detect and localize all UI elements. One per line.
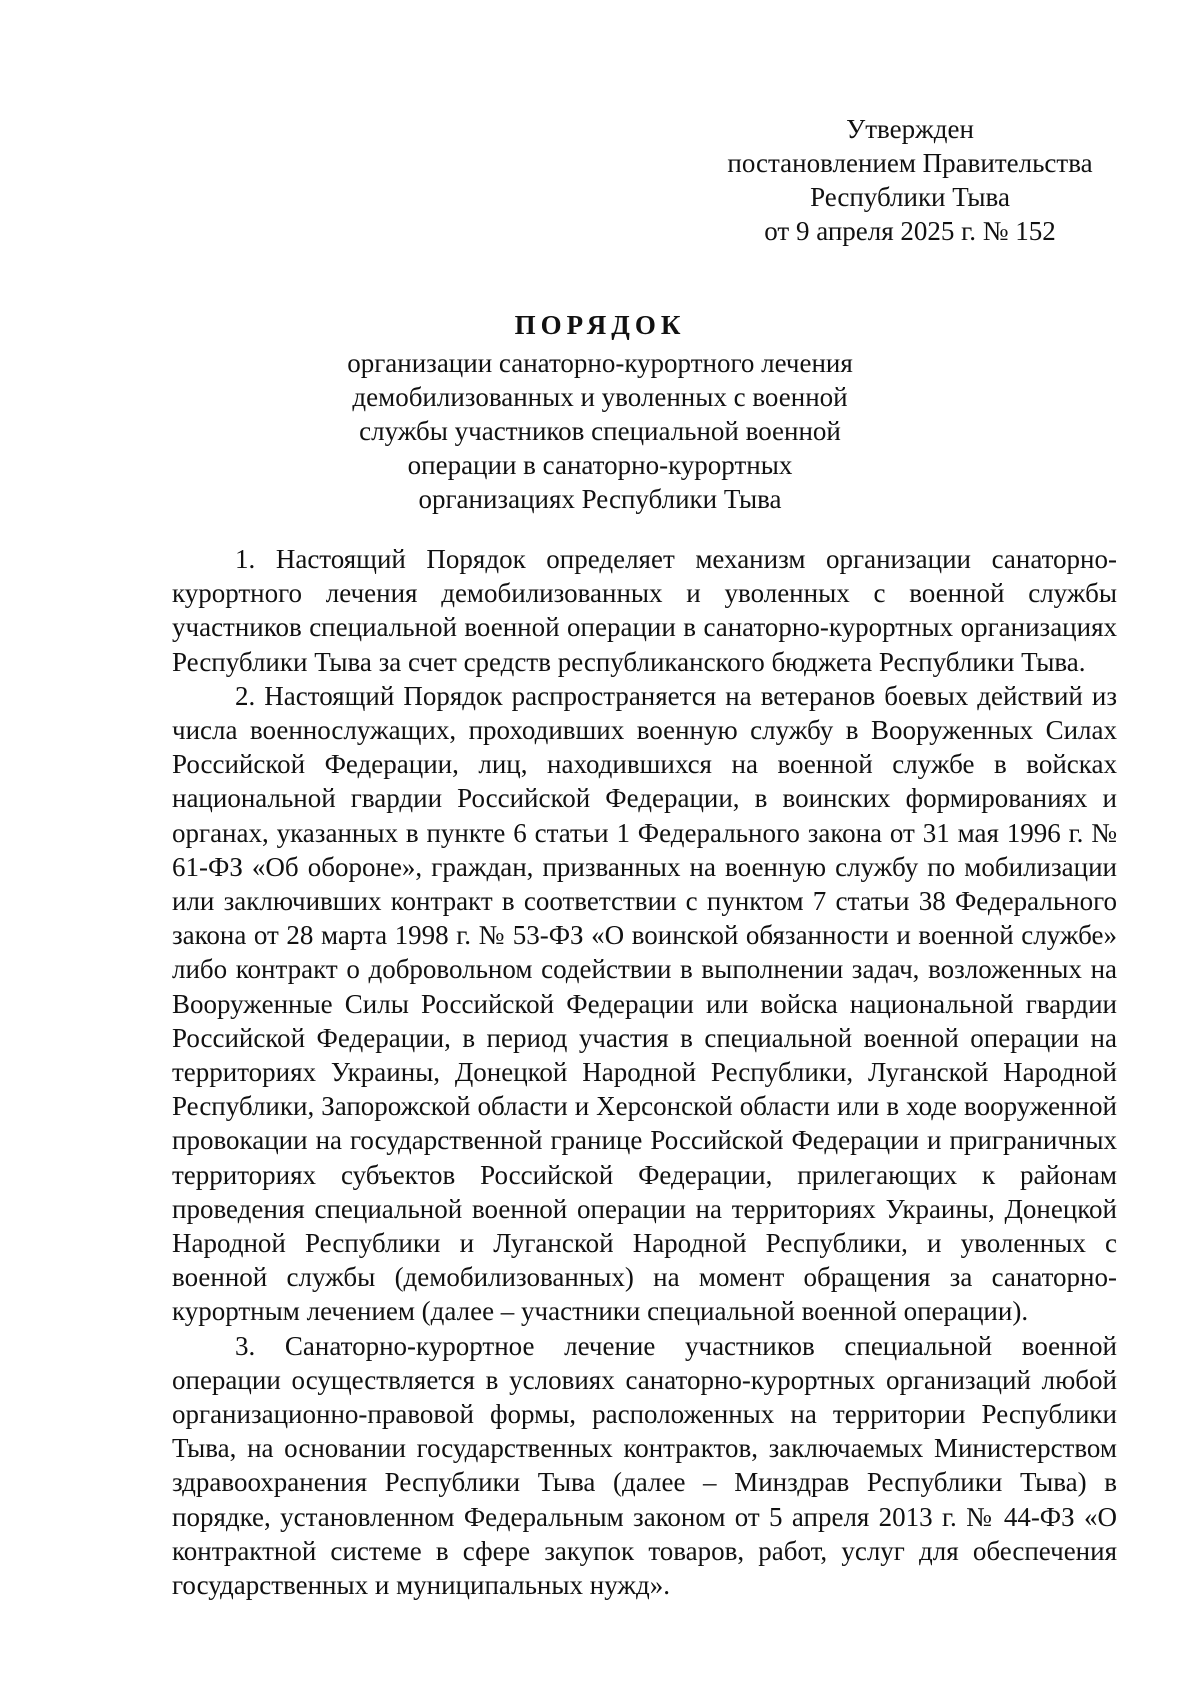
paragraph-1: 1. Настоящий Порядок определяет механизм организации санаторно-курортного лечения демобилизованных и уволенных с военной службы участников специальной военной операции в санаторно-курортных организациях Республики Тыва за счет средств республиканского бюджета Республики Тыва.	[172, 544, 1117, 677]
approval-line-1: Утвержден	[846, 114, 974, 144]
paragraph-3: 3. Санаторно-курортное лечение участников специальной военной операции осуществляется в условиях санаторно-курортных организаций любой организационно-правовой формы, расположенных на территории Республики Тыва, на основании государственных контрактов, заключаемых Министерством здравоохранения Республики Тыва (далее – Минздрав Республики Тыва) в порядке, установленном Федеральным законом от 5 апреля 2013 г. № 44-ФЗ «О контрактной системе в сфере закупок товаров, работ, услуг для обеспечения государственных и муниципальных нужд».	[172, 1330, 1117, 1601]
subtitle-line: операции в санаторно-курортных	[407, 450, 793, 480]
approval-line-3: Республики Тыва	[810, 182, 1010, 212]
document-title-block	[320, 308, 880, 516]
document-title: ПОРЯДОК	[514, 310, 686, 340]
document-subtitle	[320, 346, 880, 516]
document-body	[172, 542, 1117, 1602]
subtitle-line: демобилизованных и уволенных с военной	[352, 382, 848, 412]
approval-line-4: от 9 апреля 2025 г. № 152	[764, 216, 1056, 246]
subtitle-line: организации санаторно-курортного лечения	[347, 348, 853, 378]
paragraph-2: 2. Настоящий Порядок распространяется на ветеранов боевых действий из числа военнослужащих, проходивших военную службу в Вооруженных Силах Российской Федерации, лиц, находившихся на военной службе в войсках национальной гвардии Российской Федерации, в воинских формированиях и органах, указанных в пункте 6 статьи 1 Федерального закона от 31 мая 1996 г. № 61-ФЗ «Об обороне», граждан, призванных на военную службу по мобилизации или заключивших контракт в соответствии с пунктом 7 статьи 38 Федерального закона от 28 марта 1998 г. № 53-ФЗ «О воинской обязанности и военной службе» либо контракт о добровольном содействии в выполнении задач, возложенных на Вооруженные Силы Российской Федерации или войска национальной гвардии Российской Федерации, в период участия в специальной военной операции на территориях Украины, Донецкой Народной Республики, Луганской Народной Республики, Запорожской области и Херсонской области или в ходе вооруженной провокации на государственной границе Российской Федерации и приграничных территориях субъектов Российской Федерации, прилегающих к районам проведения специальной военной операции на территориях Украины, Донецкой Народной Республики и Луганской Народной Республики, и уволенных с военной службы (демобилизованных) на момент обращения за санаторно-курортным лечением (далее – участники специальной военной операции).	[172, 680, 1117, 1327]
subtitle-line: службы участников специальной военной	[359, 416, 841, 446]
approval-stamp-block	[700, 112, 1120, 248]
approval-line-2: постановлением Правительства	[727, 148, 1093, 178]
subtitle-line: организациях Республики Тыва	[418, 484, 782, 514]
